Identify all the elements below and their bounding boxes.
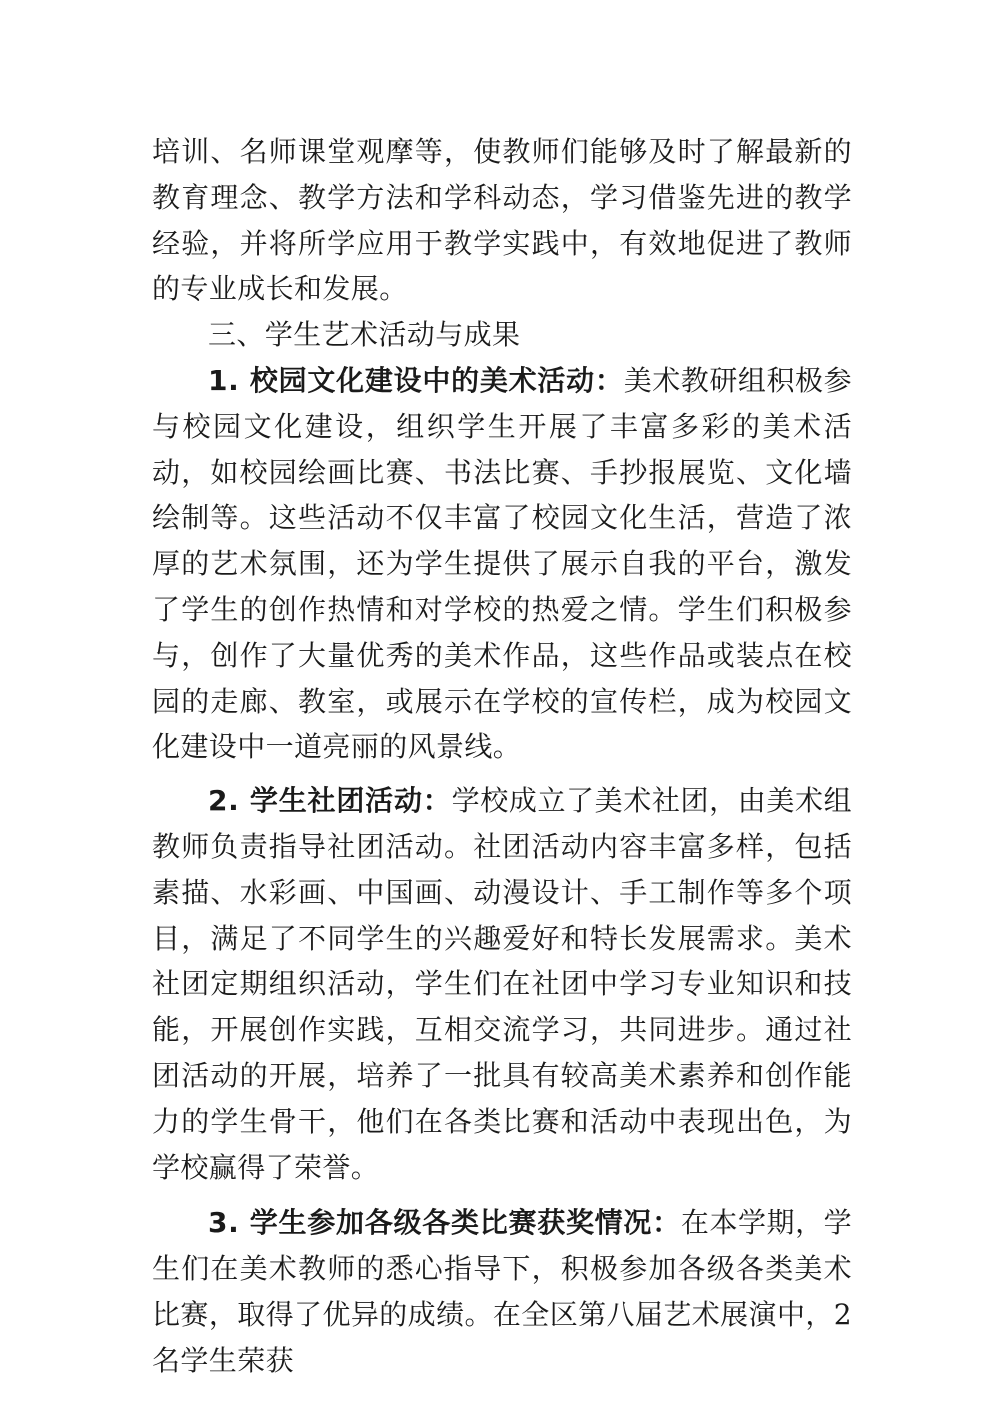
paragraph-continuation: 培训、名师课堂观摩等，使教师们能够及时了解最新的教育理念、教学方法和学科动态，学习借鉴先进的教学经验，并将所学应用于教学实践中，有效地促进了教师的专业成长和发展。 — [152, 135, 852, 306]
paragraph-item-competition-awards — [152, 1200, 852, 1383]
document-page — [152, 129, 852, 1384]
section-heading: 三、学生艺术活动与成果 — [208, 318, 521, 352]
item-body: 学校成立了美术社团，由美术组教师负责指导社团活动。社团活动内容丰富多样，包括素描、水彩画、中国画、动漫设计、手工制作等多个项目，满足了不同学生的兴趣爱好和特长发展需求。美术社团定期组织活动，学生们在社团中学习专业知识和技能，开展创作实践，互相交流学习，共同进步。通过社团活动的开展，培养了一批具有较高美术素养和创作能力的学生骨干，他们在各类比赛和活动中表现出色，为学校赢得了荣誉。 — [152, 784, 852, 1184]
paragraph-item-student-clubs — [152, 778, 852, 1190]
item-body: 美术教研组积极参与校园文化建设，组织学生开展了丰富多彩的美术活动，如校园绘画比赛、书法比赛、手抄报展览、文化墙绘制等。这些活动不仅丰富了校园文化生活，营造了浓厚的艺术氛围，还为学生提供了展示自我的平台，激发了学生的创作热情和对学校的热爱之情。学生们积极参与，创作了大量优秀的美术作品，这些作品或装点在校园的走廊、教室，或展示在学校的宣传栏，成为校园文化建设中一道亮丽的风景线。 — [152, 363, 852, 764]
paragraph-item-campus-culture — [152, 358, 852, 770]
item-body: 在本学期，学生们在美术教师的悉心指导下，积极参加各级各类美术比赛，取得了优异的成绩。在全区第八届艺术展演中，2 名学生荣获 — [152, 1206, 853, 1377]
item-lead: 1. 校园文化建设中的美术活动： — [208, 363, 624, 397]
item-lead: 2. 学生社团活动： — [208, 784, 452, 818]
item-lead: 3. 学生参加各级各类比赛获奖情况： — [208, 1206, 681, 1240]
